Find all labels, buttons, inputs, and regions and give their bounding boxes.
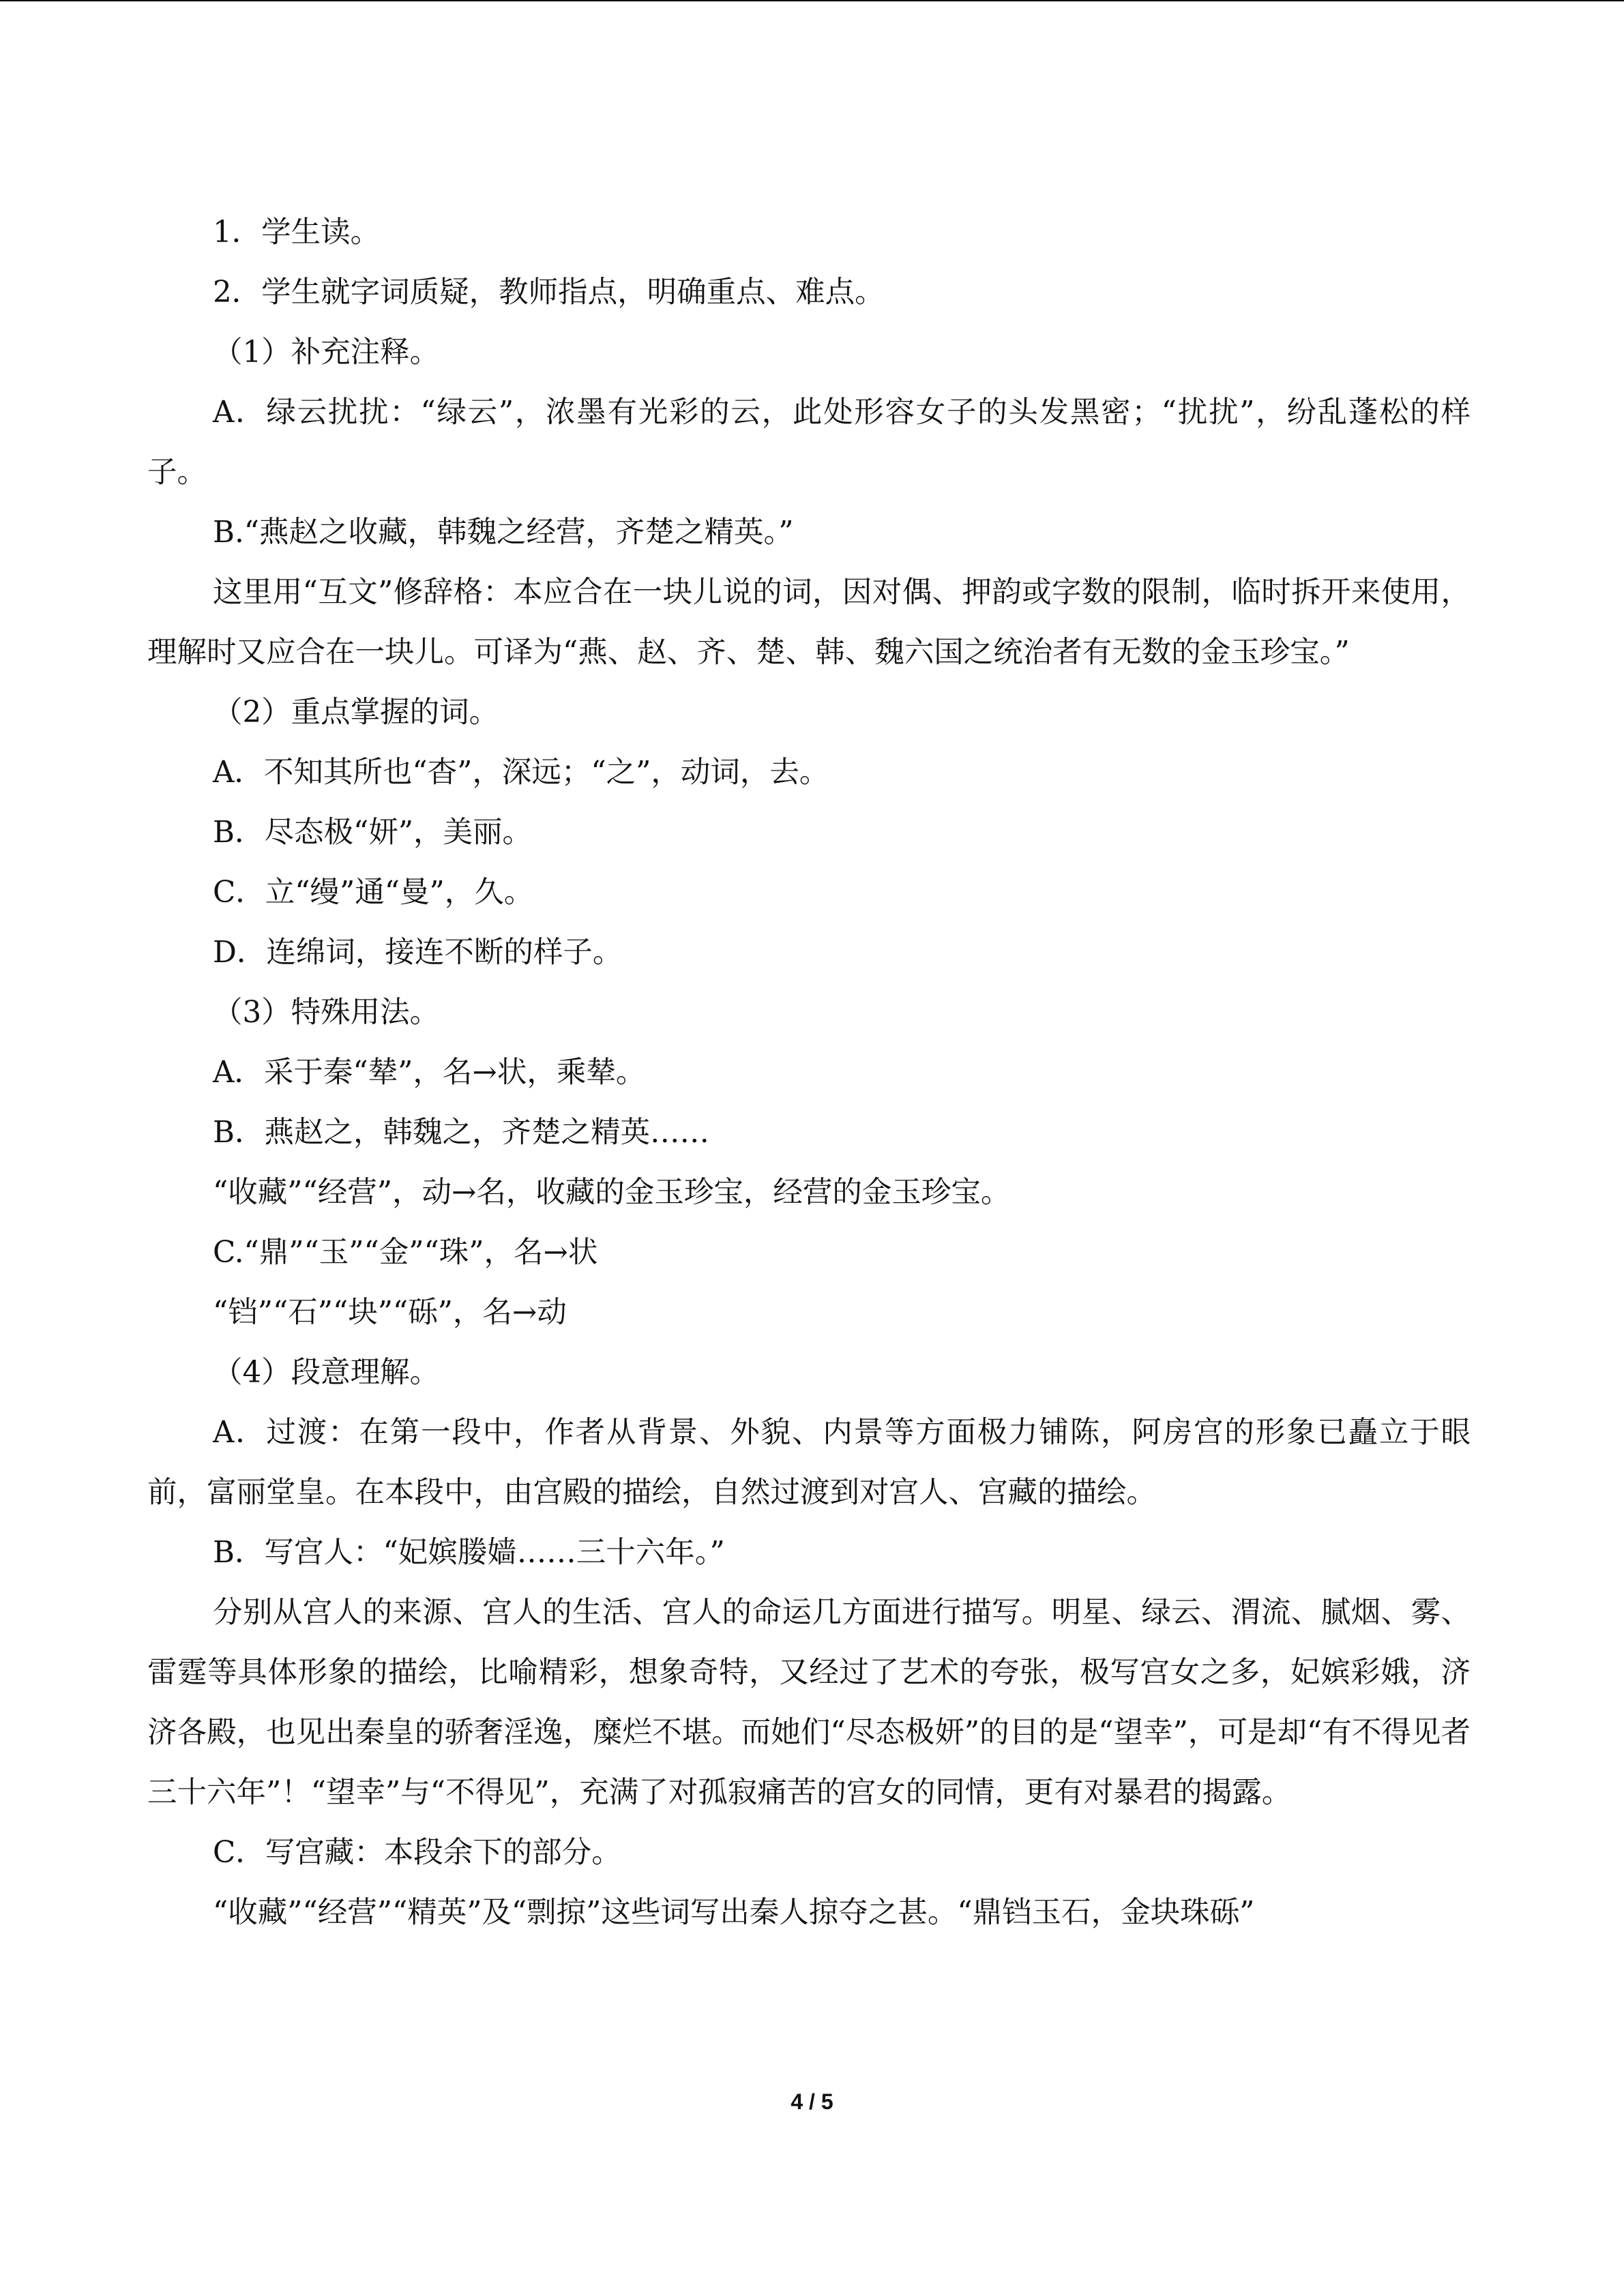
paragraph-2: 2．学生就字词质疑，教师指点，明确重点、难点。 — [213, 275, 885, 310]
paragraph-15: “收藏”“经营”，动→名，收藏的金玉珍宝，经营的金玉珍宝。 — [213, 1176, 1011, 1210]
paragraph-13: A．采于秦“辇”，名→状，乘辇。 — [213, 1056, 646, 1090]
paragraph-16: C.“鼎”“玉”“金”“珠”，名→状 — [213, 1236, 598, 1270]
paragraph-6: 这里用“互文”修辞格：本应合在一块儿说的词，因对偶、押韵或字数的限制，临时拆开来使用，理解时又应合在一块儿。可译为“燕、赵、齐、楚、韩、魏六国之统治者有无数的金玉珍宝。” — [147, 576, 1471, 670]
paragraph-4: A．绿云扰扰：“绿云”，浓墨有光彩的云，此处形容女子的头发黑密；“扰扰”，纷乱蓬松的样子。 — [147, 396, 1471, 490]
paragraph-20: B．写宫人：“妃嫔媵嫱……三十六年。” — [213, 1536, 725, 1570]
paragraph-19: A．过渡：在第一段中，作者从背景、外貌、内景等方面极力铺陈，阿房宫的形象已矗立于眼前，富丽堂皇。在本段中，由宫殿的描绘，自然过渡到对宫人、宫藏的描绘。 — [147, 1416, 1471, 1510]
paragraph-7: （2）重点掌握的词。 — [213, 696, 499, 730]
paragraph-1: 1．学生读。 — [213, 215, 381, 250]
paragraph-21: 分别从宫人的来源、宫人的生活、宫人的命运几方面进行描写。明星、绿云、渭流、腻烟、雾、雷霆等具体形象的描绘，比喻精彩，想象奇特，又经过了艺术的夸张，极写宫女之多，妃嫔彩娥，济济各殿，也见出秦皇的骄奢淫逸，糜烂不堪。而她们“尽态极妍”的目的是“望幸”，可是却“有不得见者三十六年”！“望幸”与“不得见”，充满了对孤寂痛苦的宫女的同情，更有对暴君的揭露。 — [147, 1596, 1471, 1810]
paragraph-17: “铛”“石”“块”“砾”，名→动 — [213, 1296, 567, 1330]
paragraph-3: （1）补充注释。 — [213, 336, 440, 370]
paragraph-18: （4）段意理解。 — [213, 1356, 440, 1390]
document-body — [147, 203, 1471, 1943]
paragraph-11: D．连绵词，接连不断的样子。 — [213, 936, 623, 970]
paragraph-5: B.“燕赵之收藏，韩魏之经营，齐楚之精英。” — [213, 516, 794, 550]
paragraph-14: B．燕赵之，韩魏之，齐楚之精英…… — [213, 1116, 709, 1150]
page-number: 4 / 5 — [791, 2089, 833, 2114]
paragraph-22: C．写宫藏：本段余下的部分。 — [213, 1836, 621, 1870]
paragraph-23: “收藏”“经营”“精英”及“剽掠”这些词写出秦人掠夺之甚。“鼎铛玉石，金块珠砾” — [213, 1896, 1255, 1930]
top-border-line — [0, 0, 1624, 1]
paragraph-8: A．不知其所也“杳”，深远；“之”，动词，去。 — [213, 756, 829, 790]
paragraph-9: B．尽态极“妍”，美丽。 — [213, 816, 532, 850]
paragraph-10: C．立“缦”通“曼”，久。 — [213, 876, 534, 910]
paragraph-12: （3）特殊用法。 — [213, 996, 440, 1030]
